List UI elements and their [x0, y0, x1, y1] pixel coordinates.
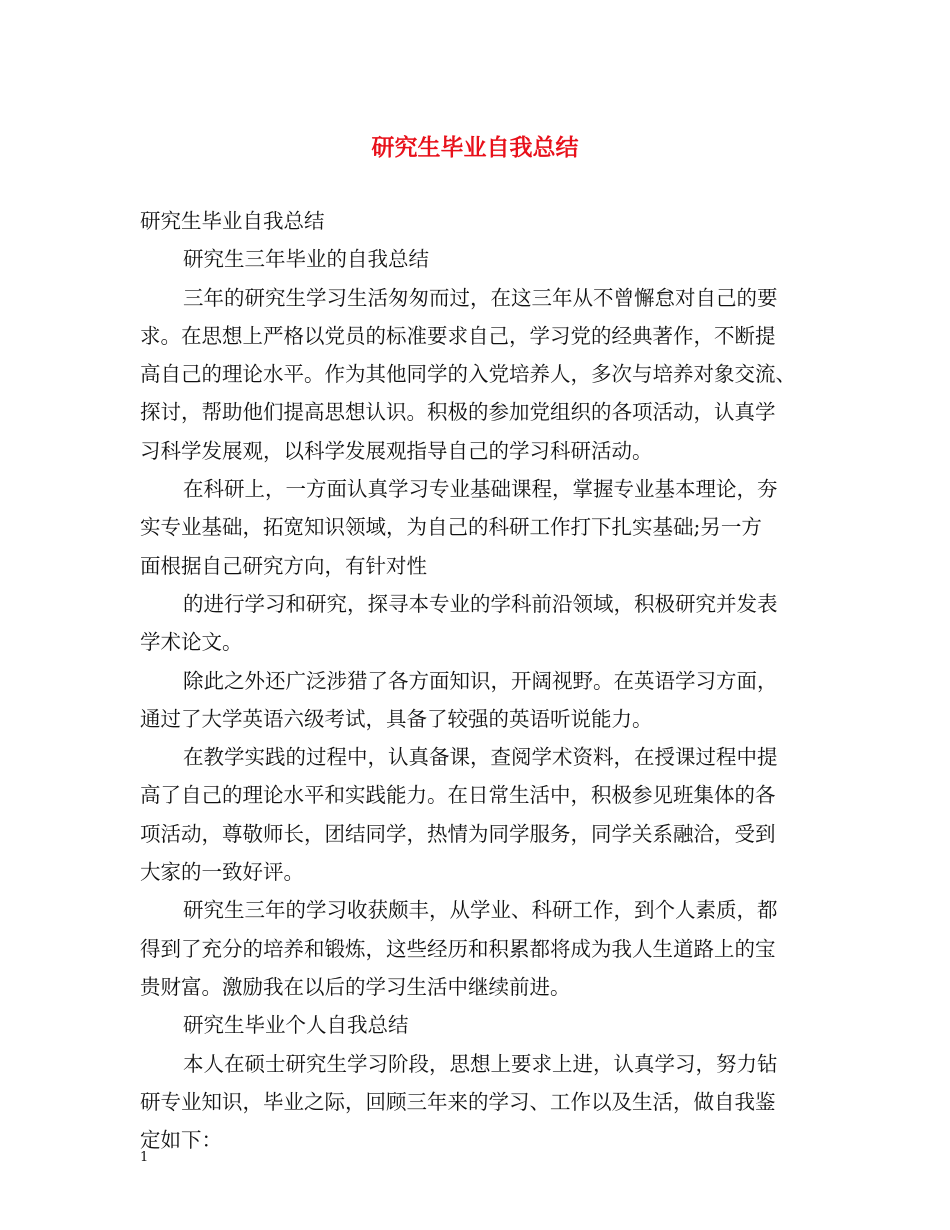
- text-line: 得到了充分的培养和锻炼，这些经历和积累都将成为我人生道路上的宝: [140, 936, 776, 961]
- text-line: 通过了大学英语六级考试，具备了较强的英语听说能力。: [140, 706, 653, 731]
- text-line: 研究生毕业个人自我总结: [183, 1013, 409, 1038]
- text-line: 研究生三年毕业的自我总结: [183, 247, 429, 272]
- text-line: 定如下：: [140, 1128, 222, 1153]
- text-line: 项活动，尊敬师长，团结同学，热情为同学服务，同学关系融洽，受到: [140, 821, 776, 846]
- text-line: 习科学发展观，以科学发展观指导自己的学习科研活动。: [140, 438, 653, 463]
- text-line: 研究生三年的学习收获颇丰，从学业、科研工作，到个人素质，都: [183, 898, 778, 923]
- text-line: 高自己的理论水平。作为其他同学的入党培养人，多次与培养对象交流、: [140, 362, 796, 387]
- text-line: 除此之外还广泛涉猎了各方面知识，开阔视野。在英语学习方面，: [183, 668, 778, 693]
- text-line: 的进行学习和研究，探寻本专业的学科前沿领域，积极研究并发表: [183, 591, 778, 616]
- text-line: 本人在硕士研究生学习阶段，思想上要求上进，认真学习，努力钻: [183, 1051, 778, 1076]
- text-line: 大家的一致好评。: [140, 860, 304, 885]
- text-line: 面根据自己研究方向，有针对性: [140, 553, 427, 578]
- text-line: 学术论文。: [140, 630, 243, 655]
- text-line: 三年的研究生学习生活匆匆而过，在这三年从不曾懈怠对自己的要: [183, 285, 778, 310]
- text-line: 实专业基础，拓宽知识领域，为自己的科研工作打下扎实基础;另一方: [140, 515, 762, 540]
- text-line: 求。在思想上严格以党员的标准要求自己，学习党的经典著作，不断提: [140, 323, 776, 348]
- text-line: 研专业知识，毕业之际，回顾三年来的学习、工作以及生活，做自我鉴: [140, 1089, 776, 1114]
- document-title: 研究生毕业自我总结: [371, 134, 579, 161]
- text-line: 在教学实践的过程中，认真备课，查阅学术资料，在授课过程中提: [183, 745, 778, 770]
- document-body: [140, 202, 816, 1159]
- text-line: 贵财富。激励我在以后的学习生活中继续前进。: [140, 974, 571, 999]
- text-line: 高了自己的理论水平和实践能力。在日常生活中，积极参见班集体的各: [140, 783, 776, 808]
- text-line: 在科研上，一方面认真学习专业基础课程，掌握专业基本理论，夯: [183, 477, 778, 502]
- text-line: 探讨，帮助他们提高思想认识。积极的参加党组织的各项活动，认真学: [140, 400, 776, 425]
- text-line: 研究生毕业自我总结: [140, 209, 325, 233]
- page-number: 1: [140, 1150, 149, 1165]
